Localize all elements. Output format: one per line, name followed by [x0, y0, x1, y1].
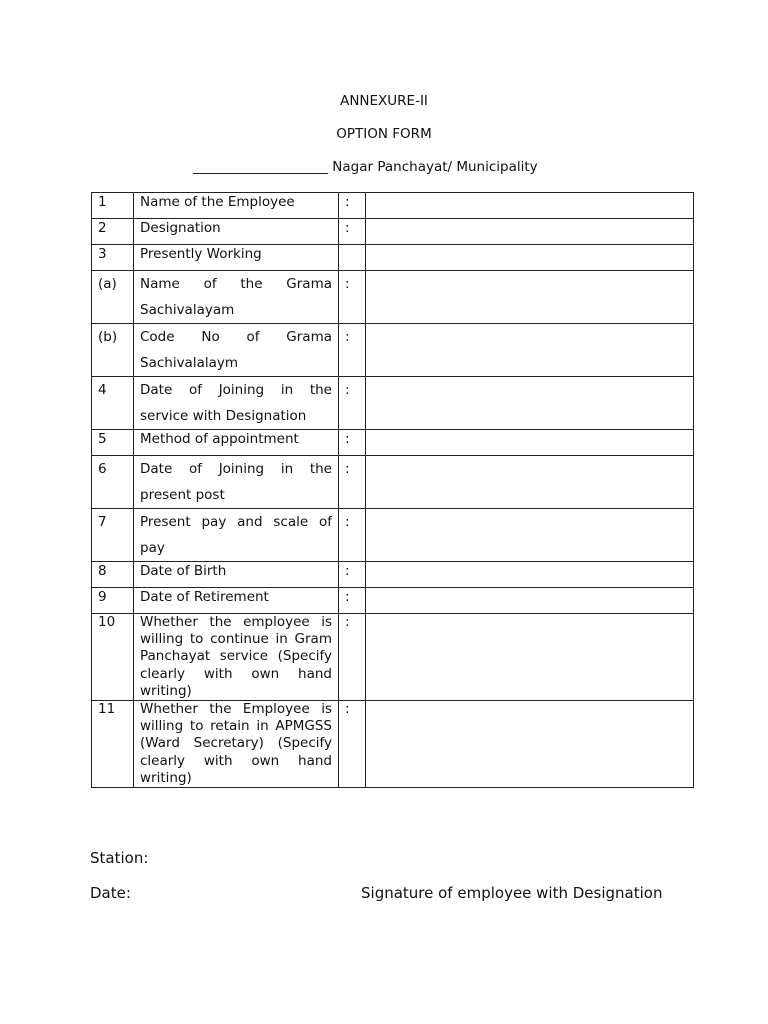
row-colon: : [339, 193, 366, 219]
date-label: Date: [90, 884, 131, 902]
row-number: 4 [92, 377, 134, 430]
row-colon: : [339, 509, 366, 562]
row-colon [339, 245, 366, 271]
row-colon: : [339, 324, 366, 377]
table-row [92, 456, 694, 509]
table-row [92, 245, 694, 271]
row-value-field[interactable] [366, 562, 694, 588]
row-number: 6 [92, 456, 134, 509]
table-row [92, 562, 694, 588]
row-number: 7 [92, 509, 134, 562]
row-colon: : [339, 219, 366, 245]
row-number: 9 [92, 588, 134, 614]
table-row [92, 588, 694, 614]
row-colon: : [339, 701, 366, 788]
row-value-field[interactable] [366, 324, 694, 377]
row-colon: : [339, 271, 366, 324]
row-value-field[interactable] [366, 245, 694, 271]
row-label: Name of the Employee [134, 193, 339, 219]
row-value-field[interactable] [366, 614, 694, 701]
row-value-field[interactable] [366, 509, 694, 562]
local-body-label: Nagar Panchayat/ Municipality [328, 159, 538, 175]
row-label: Date of Retirement [134, 588, 339, 614]
option-form-table [91, 192, 694, 788]
row-value-field[interactable] [366, 701, 694, 788]
table-row [92, 614, 694, 701]
local-body-blank[interactable]: ____________________ [193, 159, 328, 175]
row-colon: : [339, 614, 366, 701]
row-value-field[interactable] [366, 219, 694, 245]
row-colon: : [339, 456, 366, 509]
table-row [92, 271, 694, 324]
row-number: 8 [92, 562, 134, 588]
row-value-field[interactable] [366, 193, 694, 219]
row-label: Designation [134, 219, 339, 245]
row-colon: : [339, 588, 366, 614]
row-value-field[interactable] [366, 377, 694, 430]
table-row [92, 219, 694, 245]
row-label: Date of Joining in the present post [134, 456, 339, 509]
row-number: 2 [92, 219, 134, 245]
local-body-line [193, 159, 538, 175]
annexure-heading: ANNEXURE-II [340, 93, 428, 109]
signature-label: Signature of employee with Designation [361, 884, 663, 902]
row-number: 11 [92, 701, 134, 788]
row-value-field[interactable] [366, 430, 694, 456]
row-colon: : [339, 377, 366, 430]
row-label: Presently Working [134, 245, 339, 271]
row-number: 1 [92, 193, 134, 219]
row-number: 5 [92, 430, 134, 456]
row-label: Name of the Grama Sachivalayam [134, 271, 339, 324]
table-row [92, 509, 694, 562]
station-label: Station: [90, 849, 149, 867]
row-value-field[interactable] [366, 456, 694, 509]
row-label: Date of Joining in the service with Designation [134, 377, 339, 430]
form-title: OPTION FORM [336, 126, 432, 142]
table-row [92, 193, 694, 219]
row-colon: : [339, 562, 366, 588]
row-colon: : [339, 430, 366, 456]
row-number: (a) [92, 271, 134, 324]
row-number: 10 [92, 614, 134, 701]
table-row [92, 324, 694, 377]
row-number: 3 [92, 245, 134, 271]
row-label: Code No of Grama Sachivalalaym [134, 324, 339, 377]
row-label: Date of Birth [134, 562, 339, 588]
row-label: Whether the Employee is willing to retain in APMGSS (Ward Secretary) (Specify clearly with own hand writing) [134, 701, 339, 788]
row-label: Present pay and scale of pay [134, 509, 339, 562]
row-number: (b) [92, 324, 134, 377]
table-row [92, 377, 694, 430]
row-value-field[interactable] [366, 271, 694, 324]
row-value-field[interactable] [366, 588, 694, 614]
table-row [92, 701, 694, 788]
row-label: Whether the employee is willing to continue in Gram Panchayat service (Specify clearly with own hand writing) [134, 614, 339, 701]
row-label: Method of appointment [134, 430, 339, 456]
table-row [92, 430, 694, 456]
